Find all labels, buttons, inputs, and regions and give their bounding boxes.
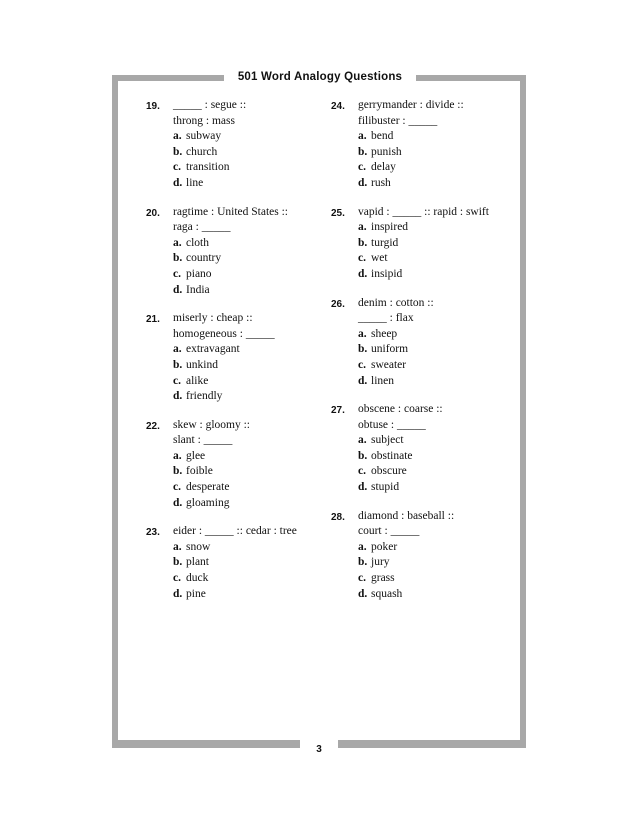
question-item — [146, 524, 346, 602]
option-text: cloth — [186, 236, 209, 249]
option-letter: a. — [173, 540, 182, 553]
answer-option — [358, 464, 531, 480]
answer-option — [358, 358, 531, 374]
analogy-stem-line: diamond : baseball :: — [358, 509, 455, 522]
option-text: obscure — [371, 465, 407, 478]
option-text: insipid — [371, 267, 403, 280]
option-text: transition — [186, 161, 230, 174]
option-letter: b. — [173, 556, 183, 569]
answer-option — [358, 327, 531, 343]
option-text: extravagant — [186, 343, 240, 356]
page-number: 3 — [300, 740, 338, 760]
question-item — [331, 296, 531, 390]
answer-option — [358, 571, 531, 587]
answer-option — [173, 160, 346, 176]
answer-option — [173, 540, 346, 556]
option-letter: a. — [173, 343, 182, 356]
question-item — [331, 509, 531, 603]
answer-option — [173, 176, 346, 192]
option-text: uniform — [371, 343, 409, 356]
question-body — [173, 205, 346, 299]
answer-option — [358, 267, 531, 283]
question-number: 27. — [331, 405, 345, 417]
option-letter: c. — [358, 161, 366, 174]
option-text: foible — [186, 465, 213, 478]
analogy-stem-line: raga : _____ — [173, 221, 231, 234]
answer-option — [358, 160, 531, 176]
option-letter: b. — [173, 465, 183, 478]
option-text: grass — [371, 572, 395, 585]
option-letter: d. — [173, 496, 183, 509]
option-text: rush — [371, 176, 391, 189]
option-letter: d. — [173, 176, 183, 189]
option-text: desperate — [186, 481, 230, 494]
answer-option — [358, 433, 531, 449]
analogy-stem-line: miserly : cheap :: — [173, 312, 253, 325]
answer-option — [358, 480, 531, 496]
question-item — [331, 205, 531, 283]
option-text: plant — [186, 556, 209, 569]
answer-option — [358, 540, 531, 556]
right-question-column — [331, 98, 531, 615]
analogy-stem-line: obscene : coarse :: — [358, 403, 443, 416]
question-number: 28. — [331, 511, 345, 523]
answer-option — [173, 283, 346, 299]
option-letter: a. — [173, 130, 182, 143]
answer-option — [173, 464, 346, 480]
option-letter: d. — [358, 374, 368, 387]
question-body — [173, 418, 346, 512]
answer-option — [173, 389, 346, 405]
option-text: subject — [371, 434, 404, 447]
option-text: church — [186, 145, 218, 158]
option-letter: a. — [173, 236, 182, 249]
option-letter: a. — [358, 130, 367, 143]
option-letter: c. — [173, 572, 181, 585]
option-letter: c. — [173, 267, 181, 280]
question-item — [146, 311, 346, 405]
question-body — [358, 402, 531, 496]
question-number: 20. — [146, 207, 160, 219]
page-header-title: 501 Word Analogy Questions — [224, 67, 416, 87]
option-letter: a. — [358, 221, 367, 234]
answer-option — [173, 129, 346, 145]
answer-option — [358, 555, 531, 571]
option-text: bend — [371, 130, 394, 143]
option-letter: c. — [173, 374, 181, 387]
answer-option — [358, 176, 531, 192]
option-letter: c. — [358, 358, 366, 371]
answer-option — [358, 374, 531, 390]
question-body — [358, 98, 531, 192]
option-letter: b. — [358, 236, 368, 249]
question-body — [358, 296, 531, 390]
option-text: glee — [186, 449, 206, 462]
option-text: snow — [186, 540, 211, 553]
option-text: sweater — [371, 358, 407, 371]
answer-option — [173, 342, 346, 358]
analogy-stem-line: eider : _____ :: cedar : tree — [173, 525, 297, 538]
answer-option — [358, 220, 531, 236]
question-body — [173, 311, 346, 405]
option-text: pine — [186, 587, 206, 600]
analogy-stem-line: vapid : _____ :: rapid : swift — [358, 205, 489, 218]
option-letter: b. — [173, 145, 183, 158]
option-letter: d. — [173, 283, 183, 296]
left-question-column — [146, 98, 346, 615]
option-letter: a. — [173, 449, 182, 462]
option-letter: c. — [358, 572, 366, 585]
analogy-stem-line: _____ : segue :: — [173, 99, 247, 111]
option-text: sheep — [371, 327, 398, 340]
analogy-stem-line: throng : mass — [173, 114, 235, 127]
option-text: line — [186, 176, 204, 189]
question-number: 21. — [146, 314, 160, 326]
question-item — [146, 98, 346, 192]
answer-option — [358, 449, 531, 465]
option-text: inspired — [371, 221, 409, 234]
question-number: 22. — [146, 420, 160, 432]
option-letter: c. — [173, 161, 181, 174]
option-letter: c. — [358, 252, 366, 265]
question-number: 23. — [146, 527, 160, 539]
option-text: country — [186, 252, 222, 265]
analogy-stem-line: _____ : flax — [358, 312, 414, 325]
analogy-stem-line: court : _____ — [358, 525, 420, 538]
answer-option — [173, 145, 346, 161]
analogy-stem-line: homogeneous : _____ — [173, 327, 275, 340]
option-letter: d. — [173, 587, 183, 600]
analogy-stem-line: gerrymander : divide :: — [358, 99, 464, 111]
option-letter: a. — [358, 434, 367, 447]
answer-option — [358, 587, 531, 603]
option-text: stupid — [371, 481, 400, 494]
answer-option — [358, 236, 531, 252]
option-text: squash — [371, 587, 403, 600]
answer-option — [173, 496, 346, 512]
answer-option — [173, 480, 346, 496]
option-letter: a. — [358, 327, 367, 340]
option-letter: b. — [358, 449, 368, 462]
option-text: delay — [371, 161, 396, 174]
option-letter: c. — [173, 481, 181, 494]
analogy-stem-line: ragtime : United States :: — [173, 205, 288, 218]
option-text: piano — [186, 267, 212, 280]
option-text: poker — [371, 540, 398, 553]
question-item — [331, 402, 531, 496]
option-letter: a. — [358, 540, 367, 553]
option-letter: c. — [358, 465, 366, 478]
question-body — [173, 524, 346, 602]
option-letter: b. — [173, 252, 183, 265]
question-number: 19. — [146, 101, 160, 112]
option-letter: d. — [173, 390, 183, 403]
answer-option — [173, 267, 346, 283]
answer-option — [358, 251, 531, 267]
option-text: punish — [371, 145, 402, 158]
option-letter: d. — [358, 587, 368, 600]
option-text: alike — [186, 374, 209, 387]
answer-option — [358, 145, 531, 161]
option-text: obstinate — [371, 449, 413, 462]
answer-option — [358, 129, 531, 145]
question-item — [146, 205, 346, 299]
option-text: unkind — [186, 358, 218, 371]
question-item — [146, 418, 346, 512]
option-letter: b. — [358, 145, 368, 158]
answer-option — [173, 571, 346, 587]
answer-option — [173, 555, 346, 571]
option-letter: b. — [358, 343, 368, 356]
analogy-stem-line: obtuse : _____ — [358, 418, 426, 431]
option-text: jury — [371, 556, 390, 569]
option-text: friendly — [186, 390, 223, 403]
answer-option — [173, 358, 346, 374]
option-text: turgid — [371, 236, 399, 249]
analogy-stem-line: denim : cotton :: — [358, 296, 434, 309]
option-text: India — [186, 283, 210, 296]
answer-option — [173, 449, 346, 465]
question-number: 24. — [331, 101, 345, 112]
answer-option — [358, 342, 531, 358]
option-letter: b. — [173, 358, 183, 371]
question-body — [358, 205, 531, 283]
analogy-stem-line: skew : gloomy :: — [173, 418, 250, 431]
option-text: duck — [186, 572, 209, 585]
answer-option — [173, 251, 346, 267]
analogy-stem-line: filibuster : _____ — [358, 114, 438, 127]
option-text: gloaming — [186, 496, 230, 509]
question-item — [331, 98, 531, 192]
answer-option — [173, 236, 346, 252]
option-text: linen — [371, 374, 394, 387]
question-body — [173, 98, 346, 192]
option-letter: d. — [358, 267, 368, 280]
option-letter: d. — [358, 481, 368, 494]
question-number: 25. — [331, 207, 345, 219]
option-text: wet — [371, 252, 388, 265]
option-letter: d. — [358, 176, 368, 189]
answer-option — [173, 587, 346, 603]
option-text: subway — [186, 130, 222, 143]
answer-option — [173, 374, 346, 390]
analogy-stem-line: slant : _____ — [173, 434, 233, 447]
option-letter: b. — [358, 556, 368, 569]
question-number: 26. — [331, 298, 345, 310]
question-body — [358, 509, 531, 603]
